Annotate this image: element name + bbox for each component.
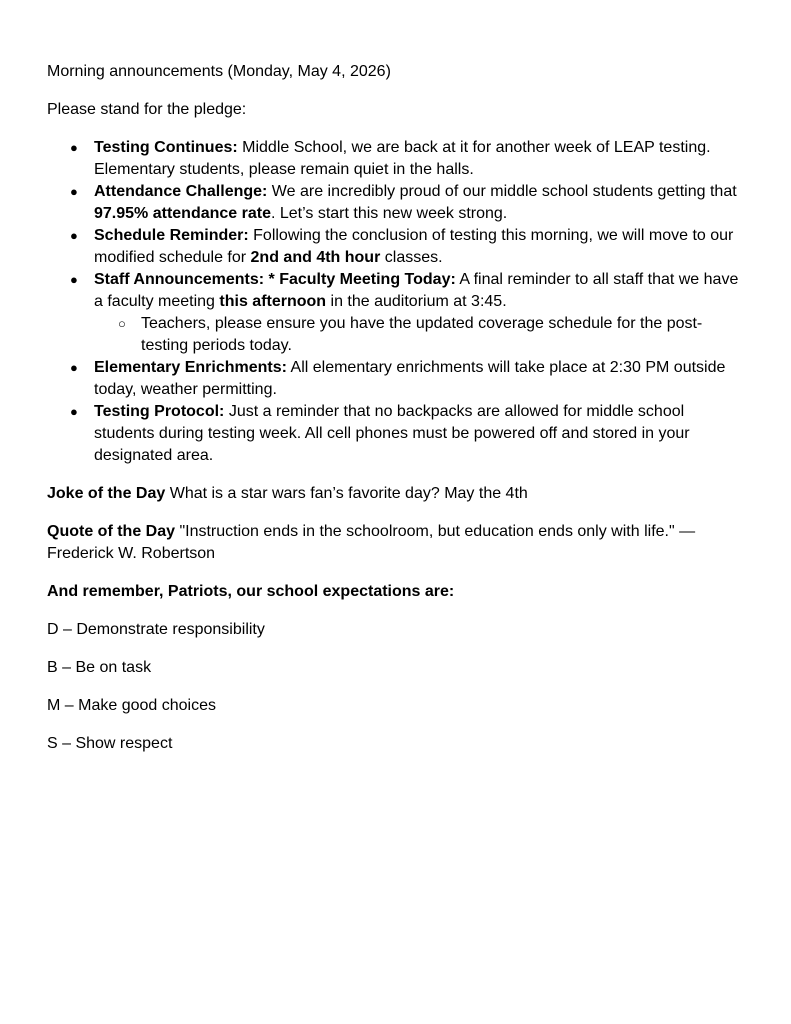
joke-label: Joke of the Day bbox=[47, 485, 166, 502]
item-text: Just a reminder that no backpacks are allowed for middle school students during testing week. All cell phones must be powered off and stored in your designated area. bbox=[94, 403, 690, 464]
expectation-item: B – Be on task bbox=[47, 659, 152, 676]
item-text: We are incredibly proud of our middle school students getting that bbox=[267, 183, 737, 200]
item-text: Middle School, we are back at it for another week of LEAP testing. Elementary students, please remain quiet in the halls. bbox=[94, 139, 711, 178]
expectation-item: D – Demonstrate responsibility bbox=[47, 621, 265, 638]
list-item bbox=[94, 225, 747, 269]
expectations-heading bbox=[47, 581, 747, 603]
quote-label: Quote of the Day bbox=[47, 523, 176, 540]
document-page bbox=[47, 61, 747, 771]
item-text: . Let’s start this new week strong. bbox=[270, 205, 508, 222]
expectation-item: M – Make good choices bbox=[47, 697, 216, 714]
list-item bbox=[94, 181, 747, 225]
item-highlight: this afternoon bbox=[219, 293, 327, 310]
list-item bbox=[94, 269, 747, 357]
quote-text: "Instruction ends in the schoolroom, but education ends only with life." — Frederick W. Robertson bbox=[47, 523, 696, 562]
announcements-header: Morning announcements (Monday, May 4, 2026) bbox=[47, 63, 391, 80]
item-text: All elementary enrichments will take place at 2:30 PM outside today, weather permitting. bbox=[94, 359, 726, 398]
list-item bbox=[94, 357, 747, 401]
expectation-item: S – Show respect bbox=[47, 735, 173, 752]
quote-of-the-day bbox=[47, 521, 747, 565]
pledge-line: Please stand for the pledge: bbox=[47, 101, 247, 118]
item-highlight: 97.95% attendance rate bbox=[94, 205, 271, 222]
joke-text: What is a star wars fan’s favorite day? May the 4th bbox=[165, 485, 528, 502]
sub-list bbox=[94, 313, 747, 357]
item-title: Staff Announcements: * Faculty Meeting Today: bbox=[94, 271, 456, 288]
item-highlight: 2nd and 4th hour bbox=[250, 249, 381, 266]
item-text: A final reminder to all staff that we have a faculty meeting bbox=[94, 271, 739, 310]
announcement-list bbox=[47, 137, 747, 467]
item-title: Testing Continues: bbox=[94, 139, 238, 156]
item-text: classes. bbox=[380, 249, 443, 266]
expectations-heading-text: And remember, Patriots, our school expectations are: bbox=[47, 583, 455, 600]
item-title: Schedule Reminder: bbox=[94, 227, 249, 244]
item-text: in the auditorium at 3:45. bbox=[326, 293, 507, 310]
item-title: Elementary Enrichments: bbox=[94, 359, 287, 376]
joke-of-the-day bbox=[47, 483, 747, 505]
item-title: Testing Protocol: bbox=[94, 403, 225, 420]
item-text: Following the conclusion of testing this morning, we will move to our modified schedule for bbox=[94, 227, 734, 266]
list-item bbox=[94, 137, 747, 181]
list-item bbox=[94, 401, 747, 467]
item-title: Attendance Challenge: bbox=[94, 183, 268, 200]
sub-list-item: ○ Teachers, please ensure you have the updated coverage schedule for the post-testing periods today. bbox=[141, 313, 747, 357]
